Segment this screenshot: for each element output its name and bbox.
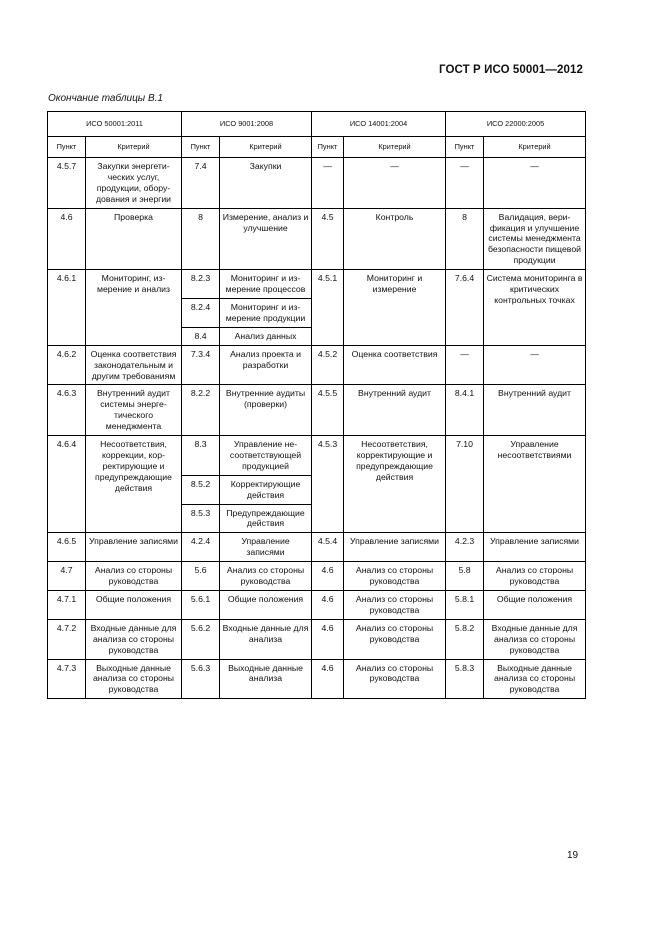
iso22000-criterion-cell: Управление несоответствиями [484,436,586,533]
iso50001-clause-cell: 4.6.4 [48,436,86,533]
iso50001-criterion-cell: Выходные данные анализа со стороны руководства [86,659,182,699]
iso50001-criterion-cell: Анализ со стороны руководства [86,562,182,591]
iso50001-clause-cell: 4.7.1 [48,591,86,620]
table-row [48,591,586,620]
iso14001-criterion-cell: — [344,158,446,209]
standard-header-iso9001: ИСО 9001:2008 [182,112,312,137]
iso9001-criterion-cell: Выходные данные анализа [220,659,312,699]
column-header-criterion: Критерий [344,137,446,158]
table-row [48,562,586,591]
iso9001-criterion-cell: Корректирующие действия [220,475,312,504]
iso14001-criterion-cell: Управление записями [344,533,446,562]
iso50001-clause-cell: 4.6.3 [48,385,86,436]
iso22000-criterion-cell: Общие положения [484,591,586,620]
iso22000-clause-cell: 7.10 [446,436,484,533]
iso50001-clause-cell: 4.7.3 [48,659,86,699]
iso9001-criterion-cell: Анализ со стороны руководства [220,562,312,591]
table-row [48,208,586,270]
iso9001-clause-cell: 5.6.1 [182,591,220,620]
iso22000-clause-cell: 5.8.3 [446,659,484,699]
iso22000-clause-cell: 8 [446,208,484,270]
table-row [48,436,586,476]
iso22000-criterion-cell: Выходные данные анализа со стороны руководства [484,659,586,699]
comparison-table [47,111,586,699]
iso22000-criterion-cell: — [484,158,586,209]
column-header-clause: Пункт [48,137,86,158]
iso50001-clause-cell: 4.5.7 [48,158,86,209]
iso50001-clause-cell: 4.6.1 [48,270,86,346]
iso14001-criterion-cell: Анализ со стороны руководства [344,619,446,659]
table-row [48,619,586,659]
iso14001-clause-cell: 4.5 [312,208,344,270]
iso14001-criterion-cell: Оценка соответствия [344,345,446,385]
iso14001-clause-cell: 4.5.3 [312,436,344,533]
iso14001-criterion-cell: Несоответствия, корректирующие и предупреждающие действия [344,436,446,533]
document-code: ГОСТ Р ИСО 50001—2012 [438,64,583,76]
iso14001-clause-cell: 4.6 [312,591,344,620]
iso50001-criterion-cell: Оценка соответствия законодательным и другим требованиям [86,345,182,385]
column-header-clause: Пункт [312,137,344,158]
iso50001-criterion-cell: Входные данные для анализа со стороны руководства [86,619,182,659]
iso22000-clause-cell: — [446,158,484,209]
standard-header-iso50001: ИСО 50001:2011 [48,112,182,137]
iso50001-criterion-cell: Управление записями [86,533,182,562]
iso9001-clause-cell: 8.5.3 [182,504,220,533]
iso50001-criterion-cell: Закупки энергетических услуг, продукции, оборудования и энергии [86,158,182,209]
iso50001-criterion-cell: Общие положения [86,591,182,620]
table-row [48,533,586,562]
iso14001-clause-cell: 4.5.4 [312,533,344,562]
iso9001-clause-cell: 7.4 [182,158,220,209]
iso9001-criterion-cell: Мониторинг и измерение процессов [220,270,312,299]
standard-header-iso22000: ИСО 22000:2005 [446,112,586,137]
iso14001-criterion-cell: Анализ со стороны руководства [344,659,446,699]
iso22000-clause-cell: 4.2.3 [446,533,484,562]
table-row [48,158,586,209]
iso9001-clause-cell: 8.2.3 [182,270,220,299]
column-header-clause: Пункт [446,137,484,158]
iso50001-clause-cell: 4.7.2 [48,619,86,659]
iso9001-criterion-cell: Внутренние аудиты (проверки) [220,385,312,436]
iso9001-clause-cell: 4.2.4 [182,533,220,562]
iso9001-criterion-cell: Управление записями [220,533,312,562]
iso50001-criterion-cell: Несоответствия, коррекции, корректирующие и предупреждающие действия [86,436,182,533]
iso14001-clause-cell: 4.5.1 [312,270,344,346]
iso50001-criterion-cell: Внутренний аудит системы энергетического менеджмента [86,385,182,436]
iso9001-clause-cell: 7.3.4 [182,345,220,385]
iso9001-clause-cell: 8.2.4 [182,298,220,327]
iso14001-criterion-cell: Контроль [344,208,446,270]
iso50001-criterion-cell: Мониторинг, измерение и анализ [86,270,182,346]
iso50001-criterion-cell: Проверка [86,208,182,270]
table-row [48,270,586,299]
iso22000-criterion-cell: Внутренний аудит [484,385,586,436]
iso9001-criterion-cell: Закупки [220,158,312,209]
iso9001-clause-cell: 8.4 [182,327,220,345]
iso9001-clause-cell: 5.6.3 [182,659,220,699]
iso9001-clause-cell: 5.6.2 [182,619,220,659]
iso22000-criterion-cell: — [484,345,586,385]
iso22000-criterion-cell: Управление записями [484,533,586,562]
column-header-criterion: Критерий [220,137,312,158]
iso9001-criterion-cell: Управление несоответствующей продукцией [220,436,312,476]
iso22000-criterion-cell: Анализ со стороны руководства [484,562,586,591]
iso9001-criterion-cell: Анализ проекта и разработки [220,345,312,385]
iso14001-criterion-cell: Мониторинг и измерение [344,270,446,346]
iso14001-criterion-cell: Анализ со стороны руководства [344,562,446,591]
iso22000-criterion-cell: Валидация, верификация и улучшение системы менеджмента безопасности пищевой продукции [484,208,586,270]
iso22000-criterion-cell: Входные данные для анализа со стороны руководства [484,619,586,659]
iso50001-clause-cell: 4.6.2 [48,345,86,385]
iso14001-criterion-cell: Анализ со стороны руководства [344,591,446,620]
table-row [48,659,586,699]
iso9001-criterion-cell: Общие положения [220,591,312,620]
iso9001-criterion-cell: Мониторинг и измерение продукции [220,298,312,327]
page-number: 19 [567,850,579,861]
iso22000-clause-cell: 8.4.1 [446,385,484,436]
iso14001-clause-cell: 4.6 [312,659,344,699]
table-caption: Окончание таблицы В.1 [48,93,163,104]
table-body [48,158,586,699]
iso9001-criterion-cell: Входные данные для анализа [220,619,312,659]
iso22000-clause-cell: 5.8.2 [446,619,484,659]
iso14001-clause-cell: 4.6 [312,619,344,659]
column-header-clause: Пункт [182,137,220,158]
iso9001-criterion-cell: Предупреждающие действия [220,504,312,533]
iso22000-clause-cell: — [446,345,484,385]
iso9001-clause-cell: 8.2.2 [182,385,220,436]
standard-header-iso14001: ИСО 14001:2004 [312,112,446,137]
iso9001-criterion-cell: Измерение, анализ и улучшение [220,208,312,270]
table-row [48,385,586,436]
column-header-criterion: Критерий [86,137,182,158]
iso14001-clause-cell: 4.5.5 [312,385,344,436]
iso22000-clause-cell: 5.8.1 [446,591,484,620]
table-row [48,345,586,385]
iso14001-clause-cell: 4.5.2 [312,345,344,385]
iso50001-clause-cell: 4.6.5 [48,533,86,562]
iso9001-criterion-cell: Анализ данных [220,327,312,345]
iso9001-clause-cell: 8.3 [182,436,220,476]
iso50001-clause-cell: 4.6 [48,208,86,270]
column-header-criterion: Критерий [484,137,586,158]
iso14001-clause-cell: 4.6 [312,562,344,591]
iso14001-clause-cell: — [312,158,344,209]
iso22000-clause-cell: 7.6.4 [446,270,484,346]
iso22000-criterion-cell: Система мониторинга в критических контрольных точках [484,270,586,346]
iso14001-criterion-cell: Внутренний аудит [344,385,446,436]
iso9001-clause-cell: 8 [182,208,220,270]
iso9001-clause-cell: 8.5.2 [182,475,220,504]
iso22000-clause-cell: 5.8 [446,562,484,591]
iso50001-clause-cell: 4.7 [48,562,86,591]
iso9001-clause-cell: 5.6 [182,562,220,591]
